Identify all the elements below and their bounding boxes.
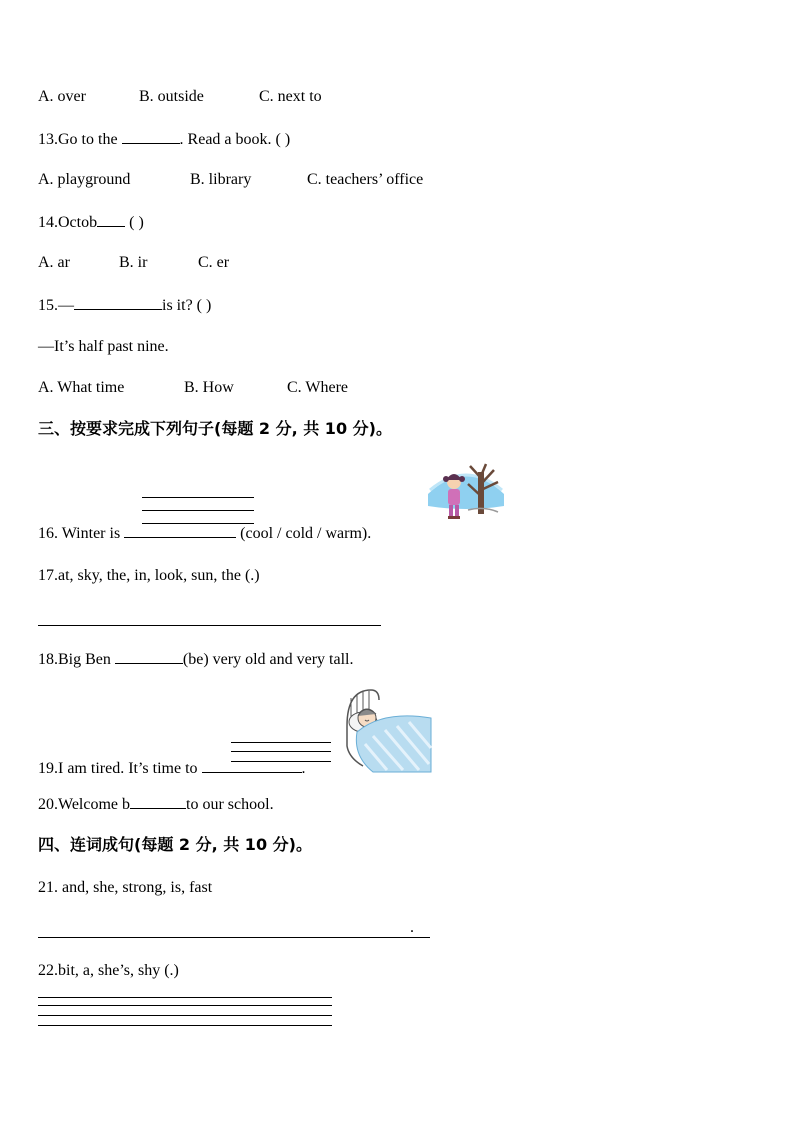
q22-writing-line-4[interactable] <box>38 1025 332 1026</box>
q15-option-a: A. What time <box>38 379 125 396</box>
q13-blank[interactable] <box>122 129 180 144</box>
q14-question <box>38 212 144 233</box>
q14-options <box>38 253 229 273</box>
q17-answer-line[interactable] <box>38 625 381 626</box>
q14-option-a: A. ar <box>38 254 70 271</box>
q18-blank[interactable] <box>115 649 183 664</box>
q16-question <box>38 523 371 544</box>
q18-suffix: (be) very old and very tall. <box>182 651 354 668</box>
q13-option-b: B. library <box>190 171 252 188</box>
q19-question <box>38 758 306 779</box>
q13-question <box>38 129 290 150</box>
q22-writing-line-2[interactable] <box>38 1005 332 1006</box>
q13-options <box>38 170 423 190</box>
q12-options <box>38 87 322 107</box>
q16-suffix: (cool / cold / warm). <box>236 525 372 542</box>
q14-blank[interactable] <box>97 212 125 227</box>
q21-question: 21. and, she, strong, is, fast <box>38 879 213 896</box>
q13-option-a: A. playground <box>38 171 131 188</box>
sleeping-in-bed-image <box>343 686 433 774</box>
q12-option-c: C. next to <box>259 88 322 105</box>
q15-options <box>38 378 348 398</box>
q16-blank[interactable] <box>124 523 236 538</box>
q14-suffix: ( ) <box>125 214 144 231</box>
q13-prefix: 13.Go to the <box>38 131 122 148</box>
q14-prefix: 14.Octob <box>38 214 98 231</box>
q20-prefix: 20.Welcome b <box>38 796 131 813</box>
q22-writing-line-3[interactable] <box>38 1015 332 1016</box>
q20-blank[interactable] <box>130 794 186 809</box>
q18-prefix: 18.Big Ben <box>38 651 115 668</box>
q16-writing-line-1[interactable] <box>142 497 254 498</box>
q22-question: 22.bit, a, she’s, shy (.) <box>38 962 179 979</box>
q15-blank[interactable] <box>74 295 162 310</box>
q15-answer: —It’s half past nine. <box>38 338 169 355</box>
q20-suffix: to our school. <box>186 796 274 813</box>
q13-option-c: C. teachers’ office <box>307 171 424 188</box>
section-4-heading: 四、连词成句(每题 2 分, 共 10 分)。 <box>38 835 312 854</box>
q19-writing-line-2[interactable] <box>231 751 331 752</box>
q19-suffix: . <box>301 760 306 777</box>
q15-option-c: C. Where <box>287 379 349 396</box>
q15-question <box>38 295 211 316</box>
q12-option-a: A. over <box>38 88 86 105</box>
q20-question <box>38 794 274 815</box>
winter-girl-tree-image <box>426 460 506 530</box>
q15-suffix: is it? ( ) <box>162 297 212 314</box>
q15-prefix: 15.— <box>38 297 74 314</box>
q14-option-b: B. ir <box>119 254 148 271</box>
q22-writing-line-1[interactable] <box>38 997 332 998</box>
q16-writing-line-2[interactable] <box>142 510 254 511</box>
q21-end-mark: . <box>410 919 414 936</box>
q17-question: 17.at, sky, the, in, look, sun, the (.) <box>38 567 260 584</box>
q12-option-b: B. outside <box>139 88 204 105</box>
section-3-heading: 三、按要求完成下列句子(每题 2 分, 共 10 分)。 <box>38 419 392 438</box>
q19-prefix: 19.I am tired. It’s time to <box>38 760 202 777</box>
q19-blank[interactable] <box>202 758 302 773</box>
q21-answer-line[interactable] <box>38 937 430 938</box>
q14-option-c: C. er <box>198 254 230 271</box>
q15-option-b: B. How <box>184 379 234 396</box>
q19-writing-line-1[interactable] <box>231 742 331 743</box>
q18-question <box>38 649 354 670</box>
q13-suffix: . Read a book. ( ) <box>179 131 291 148</box>
q16-prefix: 16. Winter is <box>38 525 125 542</box>
